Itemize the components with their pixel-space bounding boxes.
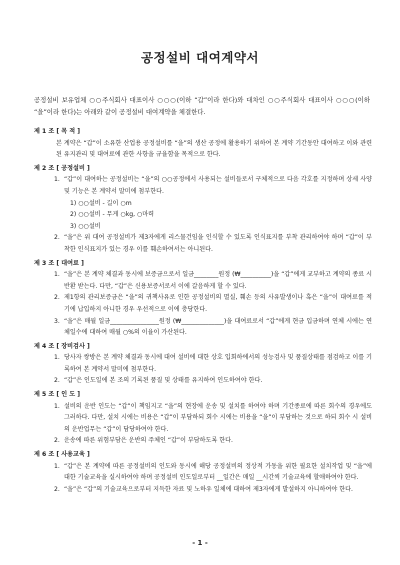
item-number: 3.: [54, 317, 60, 325]
numbered-item: [54, 174, 372, 197]
article-3: [30, 258, 372, 339]
article-6: [30, 449, 372, 495]
article-1: [30, 126, 372, 161]
article-heading: 제 6 조 [ 사용교육 ]: [34, 451, 90, 459]
item-number: 2.: [54, 234, 60, 242]
item-text: 당사자 쌍방은 본 계약 체결과 동시에 대여 설비에 대한 상호 입회하에서의 성능검사 및 품질상태를 점검하고 이를 기록하여 본 계약서 말미에 첨부한다.: [64, 354, 372, 373]
sub-item: 1) ○○설비 - 길이 ○m: [70, 199, 132, 207]
item-text: “갑”은 인도일에 본 조의 기록된 품질 및 상태를 유지하여 인도하여야 한다.: [64, 377, 263, 385]
sub-item: 3) ○○설비: [70, 222, 101, 230]
numbered-item: [54, 484, 372, 496]
item-number: 2.: [54, 437, 60, 445]
item-text: “을”은 본 계약 체결과 동시에 보증금으로서 일금________원정 (₩__________)을 “갑”에게 교부하고 계약의 종료 시 반환 받는다. 다만, “갑”은 신용보증서로서 이에 갈음하게 할 수 있다.: [64, 271, 372, 290]
item-number: 1.: [54, 402, 60, 410]
numbered-item: [54, 461, 372, 484]
item-text: 제1항의 관리보증금은 “을”의 귀책사유로 인한 공정설비의 멸실, 훼손 등의 사유발생이나 혹은 “을”이 대여료를 적기에 납입하지 아니한 경우 우선적으로 이에 충당한다.: [64, 294, 372, 313]
item-number: 2.: [54, 377, 60, 385]
item-text: “을”은 위 대여 공정설비가 제3자에게 리스물건임을 인식할 수 있도록 인식표지를 부착 관리하여야 하며 “갑”이 부착한 인식표지가 있는 경우 이를 훼손하여서는 아니된다.: [64, 234, 372, 253]
item-text: “을”은 매월 일금________________원정 (₩______________)을 대여료로서 “갑”에게 현금 입금하며 연체 시에는 연체일수에 대하여 매월 ○%의 이율이 가산된다.: [64, 317, 372, 337]
item-number: 1.: [54, 176, 60, 184]
article-4: [30, 341, 372, 387]
document-title: 공정설비 대여계약서: [140, 50, 260, 65]
item-number: 1.: [54, 354, 60, 362]
article-heading: 제 1 조 [ 목 적 ]: [34, 128, 81, 135]
item-number: 1.: [54, 271, 60, 279]
article-2: [30, 163, 372, 256]
numbered-item: [54, 232, 372, 255]
item-text: 운송에 따른 위험부담은 운반의 주체인 “갑”이 부담하도록 한다.: [64, 437, 233, 445]
article-5: [30, 389, 372, 447]
numbered-item: [54, 435, 372, 447]
article-heading: 제 5 조 [ 인 도 ]: [34, 391, 81, 399]
item-number: 1.: [54, 462, 60, 470]
article-paragraph: 본 계약은 “갑”이 소유한 산업용 공정설비를 “을”의 생산 공정에 활용하기 위하여 본 계약 기간동안 대여하고 이와 관련된 유지관리 및 대여료에 관한 사항을 규율함을 목적으로 한다.: [56, 139, 372, 159]
numbered-item: [54, 352, 372, 375]
item-text: 설비의 운반 인도는 “갑”이 책임지고 “을”의 현장에 운송 및 설치를 하여야 하며 기간종료에 따른 회수의 경우에도 그러하다. 다만, 설치 시에는 비용은 “갑”이 부담하되 회수 시에는 비용을 “을”이 부담하는 것으로 하되 회수 시 설비의 운반업무는 “갑”이 담당하여야 한다.: [64, 402, 372, 433]
numbered-item: [54, 375, 372, 387]
intro-paragraph: 공정설비 보유업체 ○○주식회사 대표이사 ○○○(이하 “갑”이라 한다)와 대차인 ○○주식회사 대표이사 ○○○(이하 “을”이라 한다)는 아래와 같이 공정설비 대여계약을 체결한다.: [34, 96, 370, 116]
item-text: “갑”이 대여하는 공정설비는 “을”의 ○○공정에서 사용되는 설비들로서 구체적으로 다음 각호를 지정하며 상세 사양 및 기능은 본 계약서 말미에 첨부한다.: [64, 176, 372, 195]
numbered-item: [54, 401, 372, 436]
articles-body: [30, 124, 372, 495]
sub-item: 2) ○○설비 - 무게 ○kg, ○마력: [70, 211, 155, 219]
item-text: “갑”은 본 계약에 따른 공정설비의 인도와 동시에 해당 공정설비의 정상적 가동을 위한 필요한 설치작업 및 “을”에 대한 기술교육을 실시하여야 하며 공정설비 인도일로부터 __일간은 매일 __시간씩 기술교육에 할애하여야 한다.: [64, 462, 372, 482]
numbered-item: [54, 269, 372, 292]
page-number: - 1 -: [192, 539, 208, 547]
article-heading: 제 4 조 [ 장비검사 ]: [34, 342, 90, 350]
article-heading: 제 3 조 [ 대여료 ]: [34, 259, 84, 267]
article-heading: 제 2 조 [ 공정설비 ]: [34, 164, 90, 172]
numbered-item: [54, 316, 372, 339]
numbered-item: [54, 292, 372, 315]
item-number: 2.: [54, 294, 60, 302]
item-number: 2.: [54, 485, 60, 493]
item-text: “을”은 “갑”의 기술교육으로부터 지득한 자료 및 노하우 일체에 대하여 제3자에게 발설하지 아니하여야 한다.: [64, 485, 353, 493]
